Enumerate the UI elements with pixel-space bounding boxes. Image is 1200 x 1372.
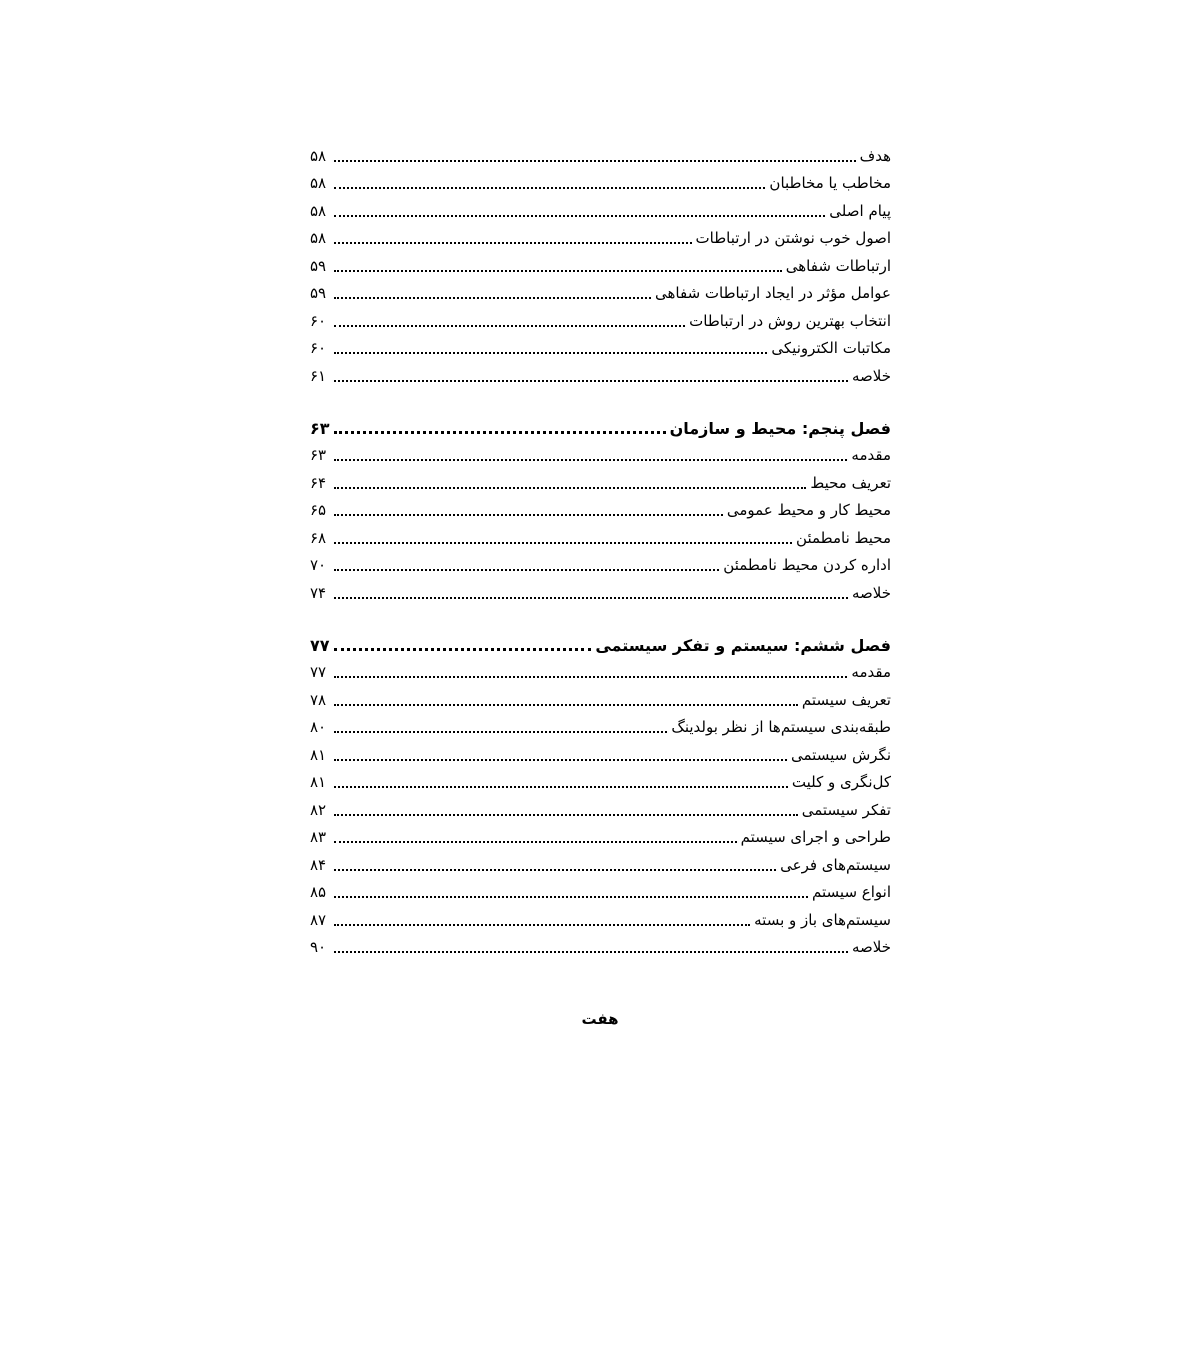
toc-entry — [310, 737, 891, 765]
toc-entry-title: خلاصه — [851, 938, 891, 956]
toc-entry-page: ۷۰ — [310, 556, 327, 574]
toc-entry-page: ۶۵ — [310, 501, 327, 519]
dot-leader — [334, 352, 767, 354]
dot-leader — [334, 731, 667, 733]
toc-entry — [310, 847, 891, 875]
toc-entry — [310, 902, 891, 930]
toc-entry-title: مخاطب یا مخاطبان — [769, 174, 891, 192]
toc-entry — [310, 331, 891, 359]
toc-entry-page: ۵۸ — [310, 146, 327, 165]
toc-entry-page: ۹۰ — [310, 938, 327, 956]
toc-entry-title: سیستم‌های باز و بسته — [754, 910, 891, 929]
toc-entry-page: ۶۰ — [310, 339, 327, 357]
toc-entry-title: خلاصه — [851, 583, 891, 602]
chapter-title: فصل پنجم: محیط و سازمان — [669, 418, 891, 438]
toc-entry — [310, 276, 891, 304]
dot-leader — [334, 242, 692, 244]
toc-entry — [310, 493, 891, 521]
toc-entry-title: تعریف سیستم — [801, 690, 891, 709]
dot-leader — [334, 431, 666, 434]
toc-entry-title: محیط کار و محیط عمومی — [726, 501, 891, 519]
toc-entry-title: مقدمه — [851, 663, 891, 681]
toc-entry — [310, 875, 891, 903]
toc-entry — [310, 575, 891, 603]
toc-entry — [310, 221, 891, 249]
dot-leader — [334, 487, 806, 489]
toc-entry-page: ۸۵ — [310, 883, 327, 901]
dot-leader — [334, 869, 776, 871]
toc-entry — [310, 655, 891, 683]
toc-entry-title: کل‌نگری و کلیت — [791, 773, 891, 791]
toc-entry-page: ۶۴ — [310, 473, 327, 492]
toc-entry-page: ۷۸ — [310, 690, 327, 709]
toc-entry — [310, 792, 891, 820]
chapter-heading — [310, 408, 891, 438]
dot-leader — [334, 676, 847, 678]
toc-entry-title: اداره کردن محیط نامطمئن — [723, 556, 891, 574]
toc-entry — [310, 438, 891, 466]
dot-leader — [334, 924, 750, 926]
toc-entry — [310, 193, 891, 221]
toc-entry-title: تفکر سیستمی — [801, 800, 891, 819]
dot-leader — [334, 569, 719, 571]
toc-entry — [310, 166, 891, 194]
toc-entry — [310, 820, 891, 848]
dot-leader — [334, 297, 651, 299]
table-of-contents — [310, 138, 891, 957]
toc-entry-page: ۵۸ — [310, 201, 327, 220]
chapter-page: ۶۳ — [310, 418, 330, 438]
toc-entry-page: ۸۱ — [310, 773, 327, 791]
toc-entry — [310, 765, 891, 793]
dot-leader — [334, 215, 825, 217]
toc-entry-title: نگرش سیستمی — [791, 745, 891, 764]
dot-leader — [334, 704, 798, 706]
toc-entry — [310, 303, 891, 331]
dot-leader — [334, 325, 685, 327]
toc-chapter-6 — [310, 625, 891, 958]
toc-entry-title: تعریف محیط — [810, 473, 891, 492]
toc-entry — [310, 710, 891, 738]
toc-entry-page: ۷۷ — [310, 663, 327, 681]
toc-entry — [310, 138, 891, 166]
toc-entry-title: سیستم‌های فرعی — [780, 855, 891, 874]
dot-leader — [334, 380, 848, 382]
toc-entry-page: ۶۳ — [310, 446, 327, 464]
dot-leader — [334, 160, 856, 162]
toc-entry-page: ۵۹ — [310, 256, 327, 275]
toc-section-continued — [310, 138, 891, 386]
toc-entry — [310, 548, 891, 576]
toc-entry-page: ۸۲ — [310, 800, 327, 819]
toc-entry — [310, 682, 891, 710]
toc-entry — [310, 465, 891, 493]
chapter-title: فصل ششم: سیستم و تفکر سیستمی — [595, 635, 891, 655]
chapter-page: ۷۷ — [310, 635, 330, 655]
toc-entry-page: ۸۱ — [310, 745, 327, 764]
dot-leader — [334, 270, 782, 272]
dot-leader — [334, 759, 787, 761]
dot-leader — [334, 514, 723, 516]
toc-entry-page: ۵۸ — [310, 174, 327, 192]
toc-entry-title: انواع سیستم — [812, 883, 891, 901]
dot-leader — [334, 187, 765, 189]
toc-entry-title: مکاتبات الکترونیکی — [771, 339, 891, 357]
dot-leader — [334, 459, 847, 461]
toc-entry-title: پیام اصلی — [829, 201, 891, 220]
dot-leader — [334, 814, 798, 816]
toc-entry-title: اصول خوب نوشتن در ارتباطات — [695, 229, 891, 247]
dot-leader — [334, 648, 591, 651]
dot-leader — [334, 841, 737, 843]
toc-chapter-5 — [310, 408, 891, 603]
toc-entry-title: ارتباطات شفاهی — [785, 256, 891, 275]
toc-entry-title: طراحی و اجرای سیستم — [740, 828, 891, 846]
toc-entry — [310, 248, 891, 276]
toc-entry — [310, 520, 891, 548]
toc-entry-page: ۶۰ — [310, 311, 327, 330]
toc-entry-title: عوامل مؤثر در ایجاد ارتباطات شفاهی — [655, 284, 891, 302]
toc-entry-title: مقدمه — [851, 446, 891, 464]
toc-entry-page: ۸۴ — [310, 855, 327, 874]
dot-leader — [334, 896, 808, 898]
toc-entry-page: ۵۹ — [310, 284, 327, 302]
toc-entry-page: ۶۸ — [310, 528, 327, 547]
toc-entry-title: خلاصه — [851, 366, 891, 385]
dot-leader — [334, 786, 788, 788]
toc-entry — [310, 930, 891, 958]
toc-entry-title: هدف — [859, 146, 891, 165]
toc-entry-title: انتخاب بهترین روش در ارتباطات — [689, 311, 891, 330]
toc-entry-page: ۶۱ — [310, 366, 327, 385]
toc-entry-page: ۸۳ — [310, 828, 327, 846]
toc-entry-page: ۸۷ — [310, 910, 327, 929]
page-number: هفت — [581, 1010, 619, 1028]
toc-entry-page: ۸۰ — [310, 718, 327, 736]
dot-leader — [334, 542, 792, 544]
toc-entry-page: ۵۸ — [310, 229, 327, 247]
dot-leader — [334, 951, 848, 953]
toc-entry — [310, 358, 891, 386]
toc-entry-title: طبقه‌بندی سیستم‌ها از نظر بولدینگ — [671, 718, 891, 736]
chapter-heading — [310, 625, 891, 655]
toc-entry-page: ۷۴ — [310, 583, 327, 602]
dot-leader — [334, 597, 848, 599]
toc-entry-title: محیط نامطمئن — [796, 528, 891, 547]
